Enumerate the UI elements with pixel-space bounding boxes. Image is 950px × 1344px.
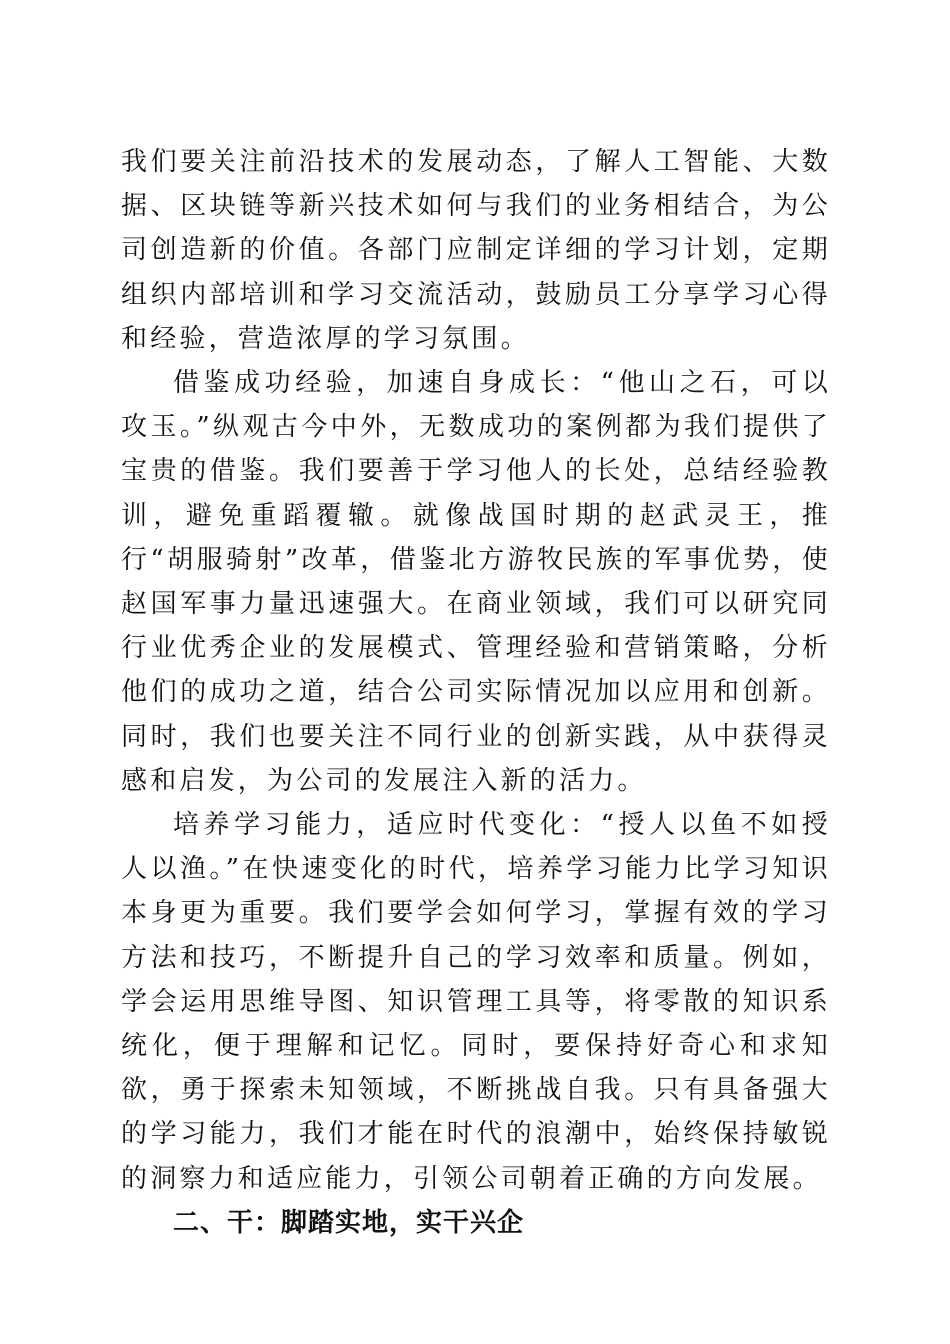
- document-body: [121, 140, 831, 1245]
- section-heading: 二、干：脚踏实地，实干兴企: [173, 1207, 525, 1238]
- paragraph-learning-ability: 培养学习能力，适应时代变化：“授人以鱼不如授人以渔。”在快速变化的时代，培养学习能力比学习知识本身更为重要。我们要学会如何学习，掌握有效的学习方法和技巧，不断提升自己的学习效率和质量。例如，学会运用思维导图、知识管理工具等，将零散的知识系统化，便于理解和记忆。同时，要保持好奇心和求知欲，勇于探索未知领域，不断挑战自我。只有具备强大的学习能力，我们才能在时代的浪潮中，始终保持敏锐的洞察力和适应能力，引领公司朝着正确的方向发展。: [121, 810, 831, 1194]
- paragraph-continuation: 我们要关注前沿技术的发展动态，了解人工智能、大数据、区块链等新兴技术如何与我们的业务相结合，为公司创造新的价值。各部门应制定详细的学习计划，定期组织内部培训和学习交流活动，鼓励员工分享学习心得和经验，营造浓厚的学习氛围。: [121, 147, 831, 354]
- paragraph-learn-from-success: 借鉴成功经验，加速自身成长：“他山之石，可以攻玉。”纵观古今中外，无数成功的案例都为我们提供了宝贵的借鉴。我们要善于学习他人的长处，总结经验教训，避免重蹈覆辙。就像战国时期的赵武灵王，推行“胡服骑射”改革，借鉴北方游牧民族的军事优势，使赵国军事力量迅速强大。在商业领域，我们可以研究同行业优秀企业的发展模式、管理经验和营销策略，分析他们的成功之道，结合公司实际情况加以应用和创新。同时，我们也要关注不同行业的创新实践，从中获得灵感和启发，为公司的发展注入新的活力。: [121, 368, 831, 796]
